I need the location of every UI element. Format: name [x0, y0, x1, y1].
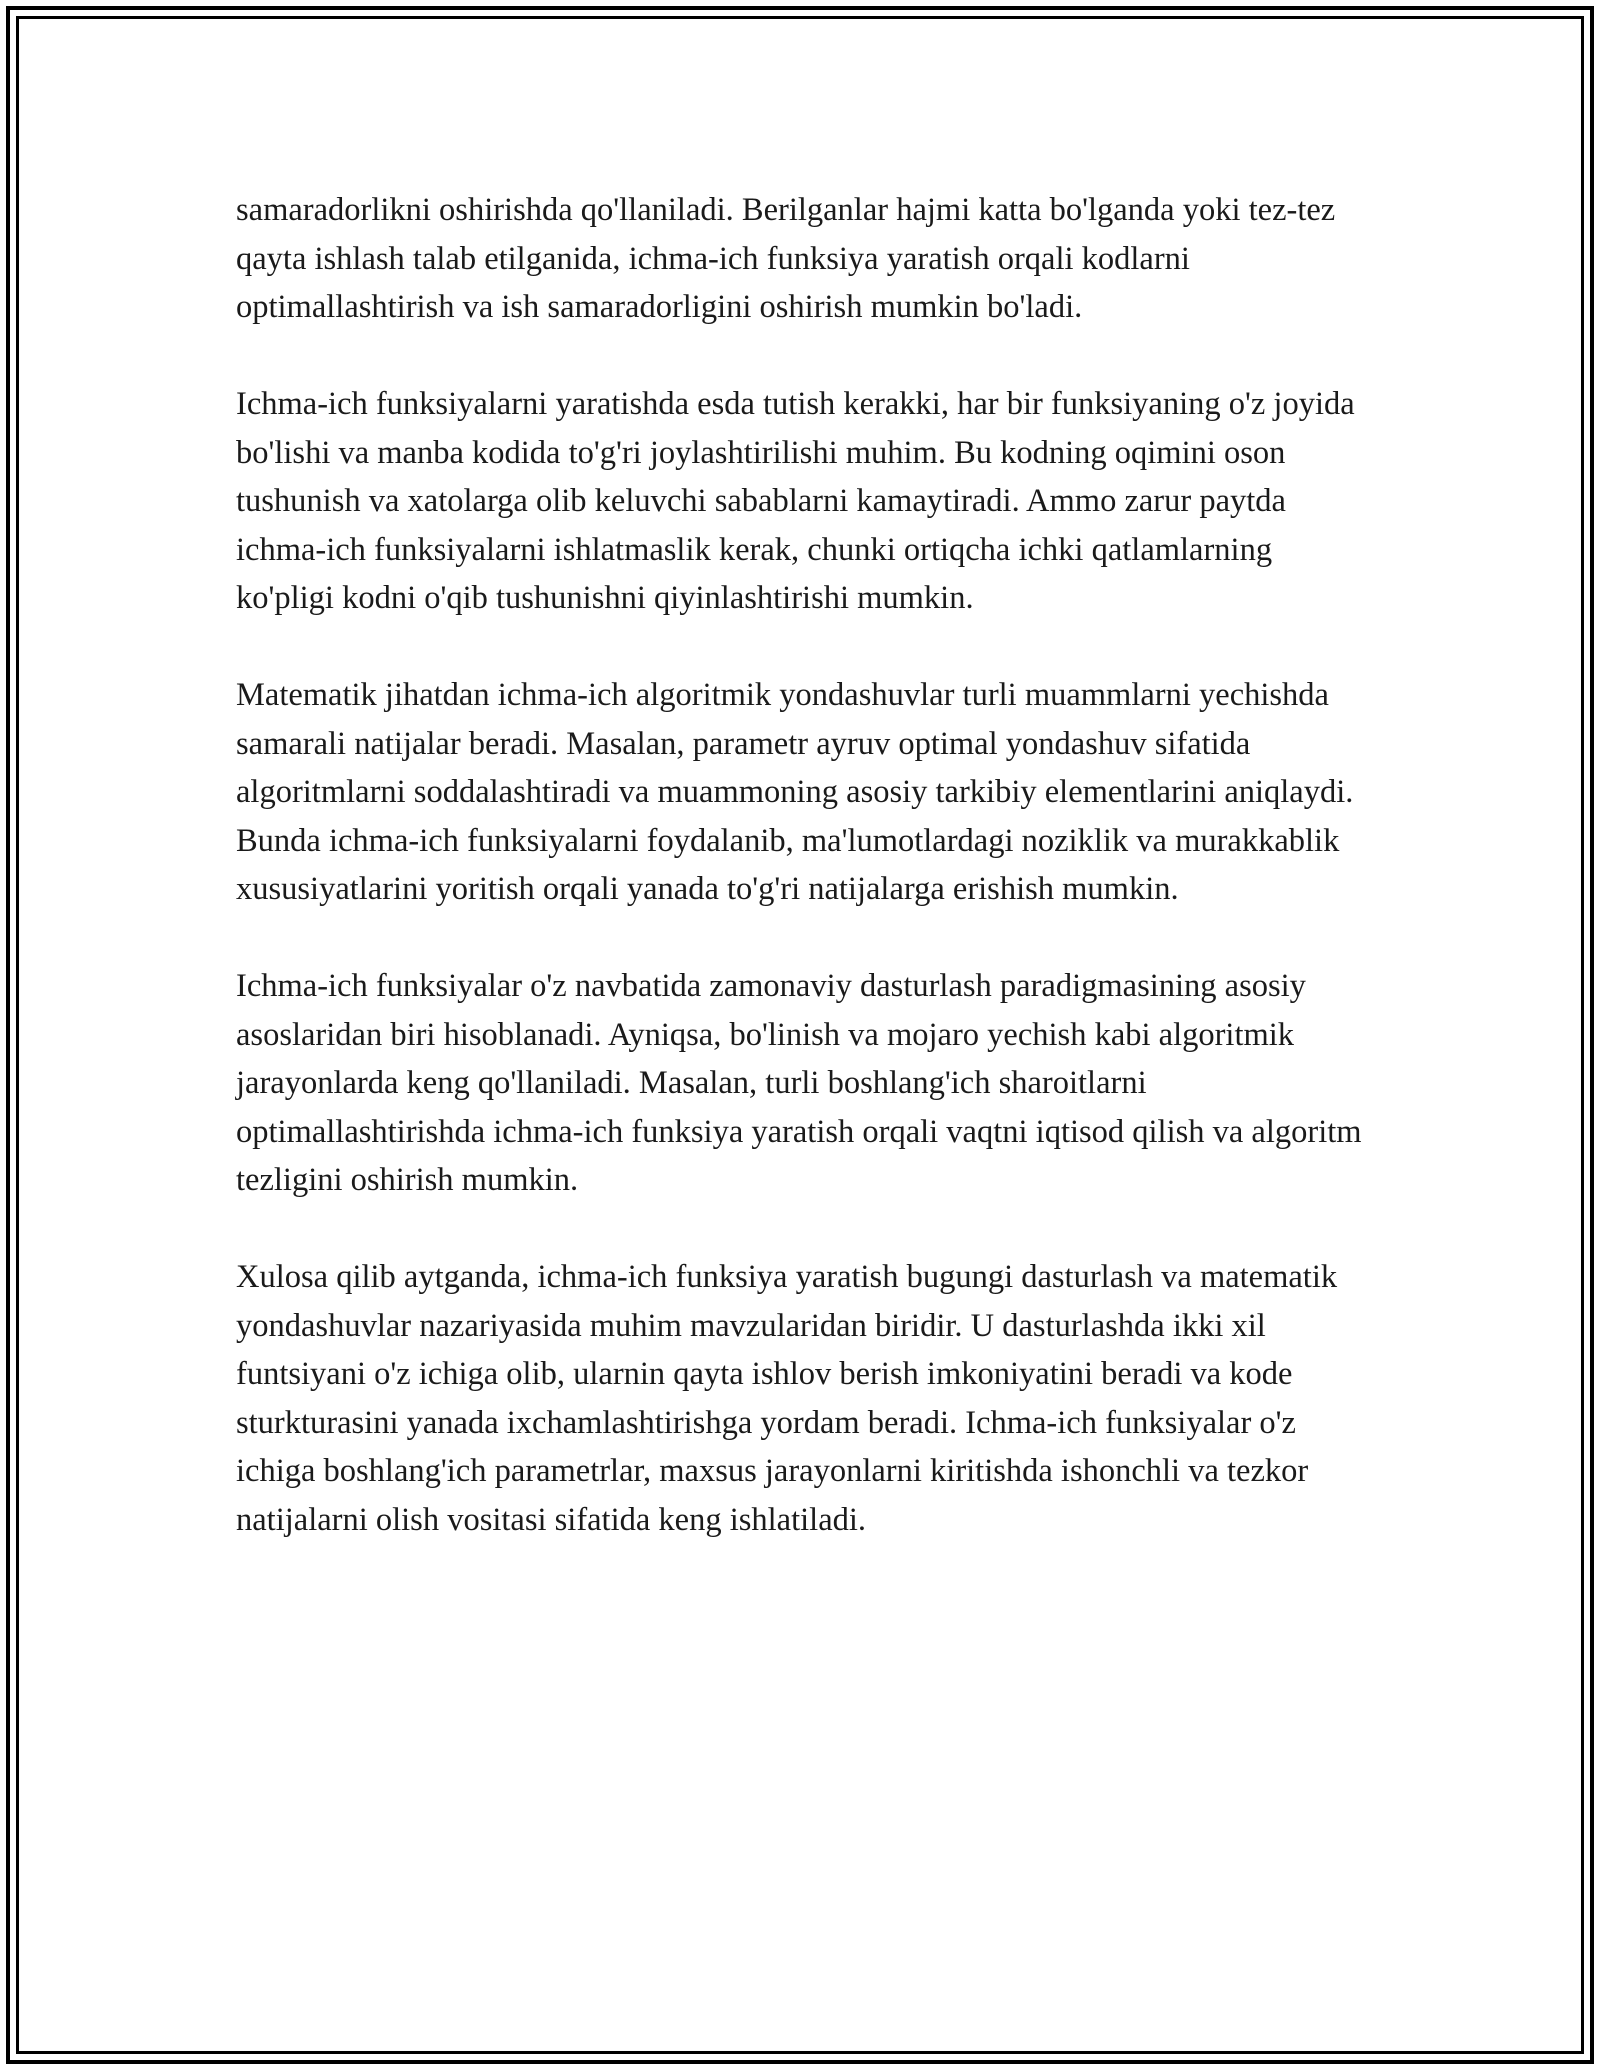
paragraph-3: Matematik jihatdan ichma-ich algoritmik yondashuvlar turli muammlarni yechishda samarali natijalar beradi. Masalan, parametr ayruv optimal yondashuv sifatida algoritmlarni soddalashtiradi va muammoning asosiy tarkibiy elementlarini aniqlaydi. Bunda ichma-ich funksiyalarni foydalanib, ma'lumotlardagi noziklik va murakkablik xususiyatlarini yoritish orqali yanada to'g'ri natijalarga erishish mumkin.	[236, 677, 1354, 907]
paragraph-4: Ichma-ich funksiyalar o'z navbatida zamonaviy dasturlash paradigmasining asosiy asoslaridan biri hisoblanadi. Ayniqsa, bo'linish va mojaro yechish kabi algoritmik jarayonlarda keng qo'llaniladi. Masalan, turli boshlang'ich sharoitlarni optimallashtirishda ichma-ich funksiya yaratish orqali vaqtni iqtisod qilish va algoritm tezligini oshirish mumkin.	[236, 968, 1362, 1198]
paragraph-5: Xulosa qilib aytganda, ichma-ich funksiya yaratish bugungi dasturlash va matematik yondashuvlar nazariyasida muhim mavzularidan biridir. U dasturlashda ikki xil funtsiyani o'z ichiga olib, ularnin qayta ishlov berish imkoniyatini beradi va kode sturkturasini yanada ixchamlashtirishga yordam beradi. Ichma-ich funksiyalar o'z ichiga boshlang'ich parametrlar, maxsus jarayonlarni kiritishda ishonchli va tezkor natijalarni olish vositasi sifatida keng ishlatiladi.	[236, 1259, 1338, 1538]
paragraph-1: samaradorlikni oshirishda qo'llaniladi. Berilganlar hajmi katta bo'lganda yoki tez-tez qayta ishlash talab etilganida, ichma-ich funksiya yaratish orqali kodlarni optimallashtirish va ish samaradorligini oshirish mumkin bo'ladi.	[236, 192, 1336, 325]
document-body	[236, 186, 1376, 1544]
paragraph-2: Ichma-ich funksiyalarni yaratishda esda tutish kerakki, har bir funksiyaning o'z joyida bo'lishi va manba kodida to'g'ri joylashtirilishi muhim. Bu kodning oqimini oson tushunish va xatolarga olib keluvchi sabablarni kamaytiradi. Ammo zarur paytda ichma-ich funksiyalarni ishlatmaslik kerak, chunki ortiqcha ichki qatlamlarning ko'pligi kodni o'qib tushunishni qiyinlashtirishi mumkin.	[236, 386, 1355, 616]
